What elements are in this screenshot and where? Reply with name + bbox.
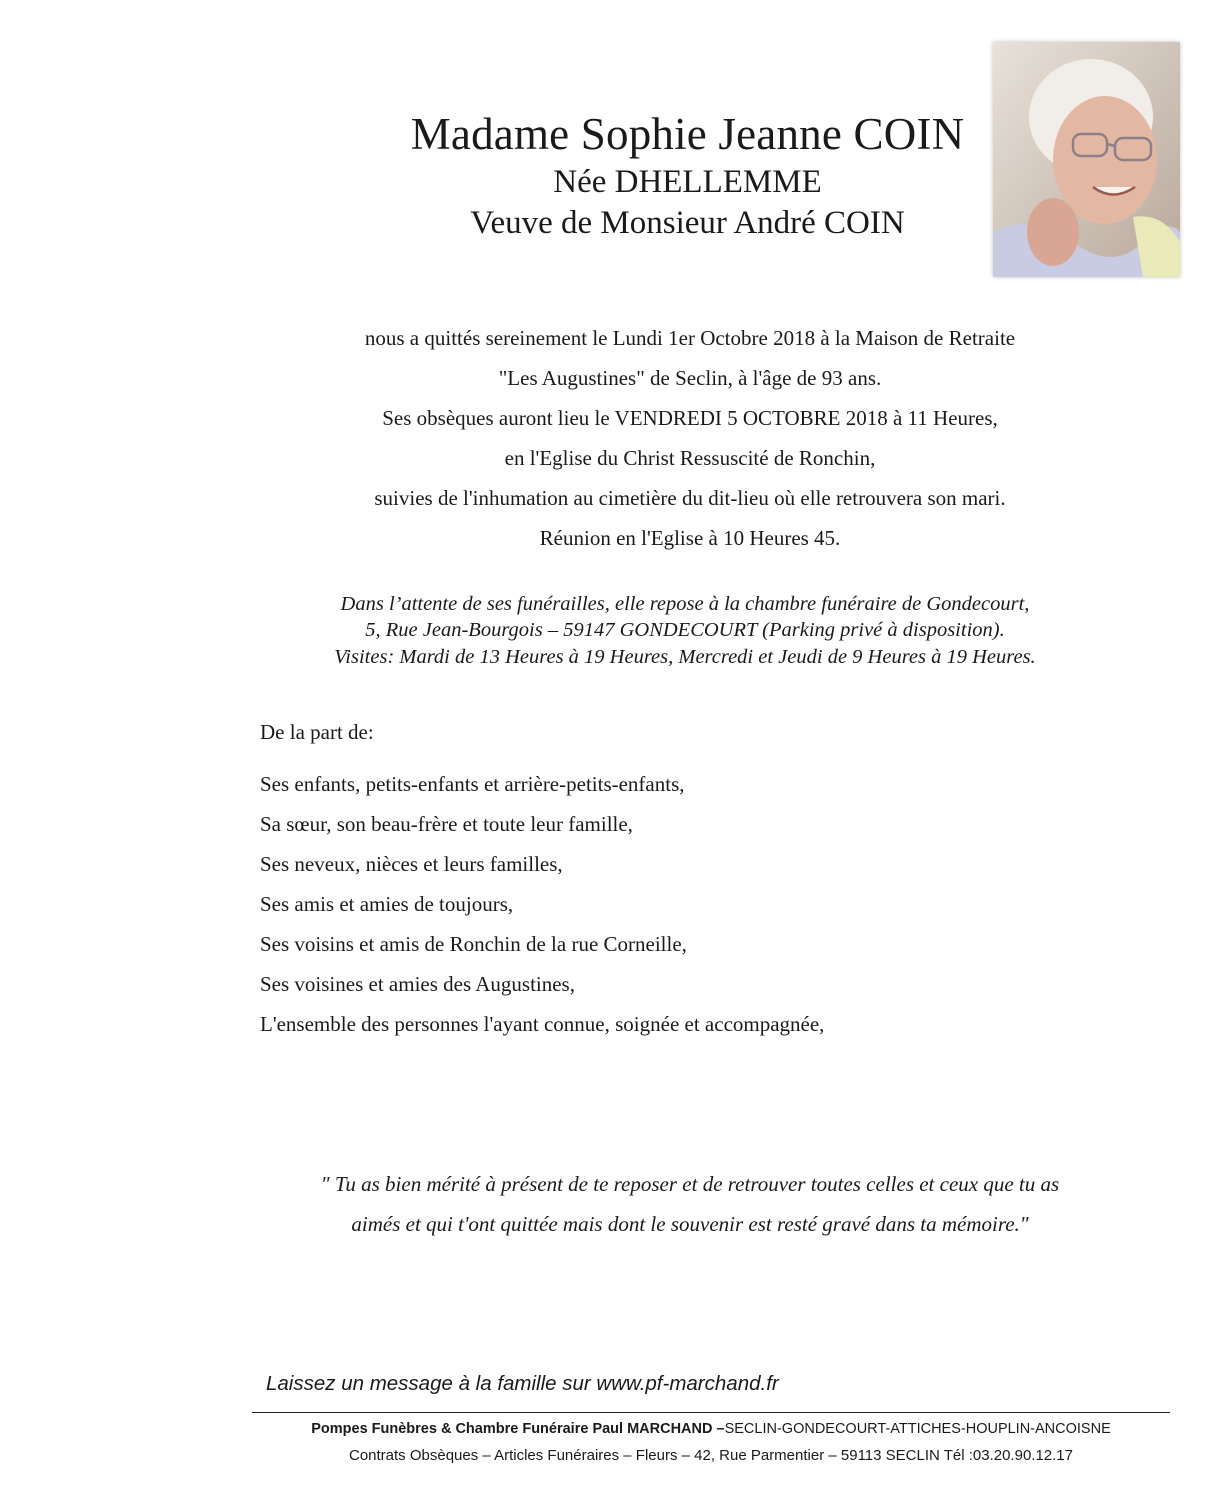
family-line: Ses voisines et amies des Augustines, — [260, 972, 575, 996]
rest-line: 5, Rue Jean-Bourgois – 59147 GONDECOURT (Parking privé à disposition). — [365, 619, 1005, 641]
announcement-line: en l'Eglise du Christ Ressuscité de Ronchin, — [504, 446, 876, 470]
family-line: Ses neveux, nièces et leurs familles, — [260, 852, 563, 876]
footer-divider — [252, 1412, 1170, 1413]
portrait-photo — [993, 42, 1180, 277]
family-line: Sa sœur, son beau-frère et toute leur famille, — [260, 812, 633, 836]
family-line: Ses enfants, petits-enfants et arrière-petits-enfants, — [260, 772, 685, 796]
company-name: Pompes Funèbres & Chambre Funéraire Paul MARCHAND – — [311, 1421, 725, 1437]
announcement-line: suivies de l'inhumation au cimetière du dit-lieu où elle retrouvera son mari. — [374, 486, 1006, 510]
announcement-line: nous a quittés sereinement le Lundi 1er Octobre 2018 à la Maison de Retraite — [364, 326, 1016, 350]
footer-services: Contrats Obsèques – Articles Funéraires – Fleurs – 42, Rue Parmentier – 59113 SECLIN Tél :03.20.90.12.17 — [348, 1447, 1073, 1464]
announcement-line: "Les Augustines" de Seclin, à l'âge de 93 ans. — [498, 366, 882, 390]
widow-of: Veuve de Monsieur André COIN — [470, 205, 905, 241]
rest-line: Dans l’attente de ses funérailles, elle repose à la chambre funéraire de Gondecourt, — [340, 593, 1030, 615]
footer-company — [252, 1421, 1170, 1437]
portrait-illustration — [993, 42, 1180, 277]
message-link-text[interactable]: Laissez un message à la famille sur www.pf-marchand.fr — [266, 1372, 779, 1395]
visiting-hours: Visites: Mardi de 13 Heures à 19 Heures, Mercredi et Jeudi de 9 Heures à 19 Heures. — [334, 646, 1036, 668]
quote-line: aimés et qui t'ont quittée mais dont le souvenir est resté gravé dans ta mémoire." — [351, 1212, 1029, 1236]
quote-line: " Tu as bien mérité à présent de te reposer et de retrouver toutes celles et ceux que tu as — [320, 1172, 1060, 1196]
family-line: Ses amis et amies de toujours, — [260, 892, 514, 916]
announcement-line: Réunion en l'Eglise à 10 Heures 45. — [539, 526, 841, 550]
company-locations: SECLIN-GONDECOURT-ATTICHES-HOUPLIN-ANCOISNE — [724, 1421, 1111, 1437]
deceased-name: Madame Sophie Jeanne COIN — [410, 109, 965, 159]
announcement-line: Ses obsèques auront lieu le VENDREDI 5 OCTOBRE 2018 à 11 Heures, — [382, 406, 998, 430]
maiden-name: Née DHELLEMME — [553, 164, 822, 200]
family-line: Ses voisins et amis de Ronchin de la rue Corneille, — [260, 932, 687, 956]
family-line: L'ensemble des personnes l'ayant connue, soignée et accompagnée, — [260, 1012, 825, 1036]
from-heading: De la part de: — [260, 720, 374, 744]
